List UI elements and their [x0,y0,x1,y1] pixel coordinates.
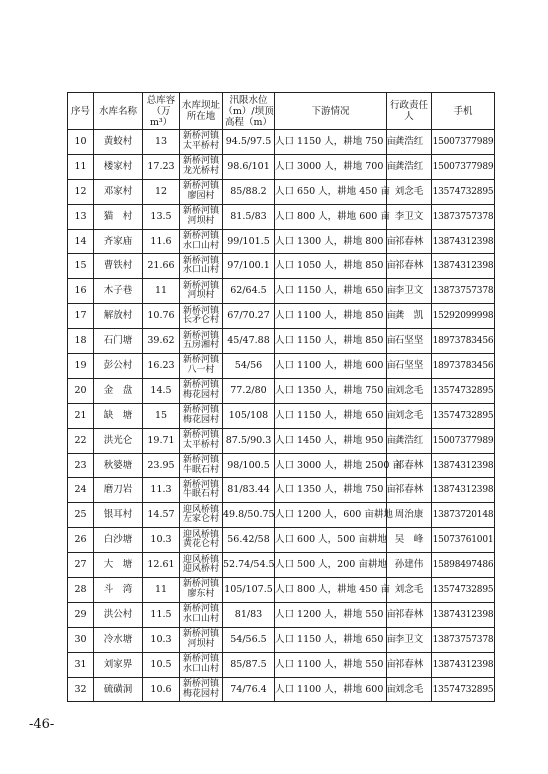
cell-manager: 李卫文 [387,627,432,652]
cell-level: 87.5/90.3 [223,428,275,453]
cell-manager: 吴 峰 [387,528,432,553]
cell-capacity: 15 [143,403,180,428]
cell-level: 105/108 [223,403,275,428]
cell-manager: 龚浩红 [387,428,432,453]
cell-level: 54/56 [223,354,275,379]
cell-downstream: 人口 1100 人，耕地 850 亩 [275,304,387,329]
cell-downstream: 人口 1350 人，耕地 750 亩 [275,478,387,503]
cell-manager: 孙建伟 [387,553,432,578]
table-row [68,578,495,603]
cell-downstream: 人口 1350 人，耕地 750 亩 [275,378,387,403]
cell-location: 新桥河镇太平桥村 [180,130,223,155]
cell-capacity: 11.5 [143,602,180,627]
header-downstream: 下游情况 [275,93,387,130]
cell-phone: 13874312398 [432,652,495,677]
cell-location: 新桥河镇长矛仑村 [180,304,223,329]
cell-location: 新桥河镇梅花园村 [180,378,223,403]
cell-index: 29 [68,602,94,627]
cell-phone: 18973783456 [432,329,495,354]
cell-index: 23 [68,453,94,478]
header-phone: 手机 [432,93,495,130]
cell-level: 81/83 [223,602,275,627]
cell-phone: 15073761001 [432,528,495,553]
table-row [68,453,495,478]
header-location: 水库坝址所在地 [180,93,223,130]
cell-index: 16 [68,279,94,304]
cell-capacity: 12 [143,179,180,204]
cell-level: 97/100.1 [223,254,275,279]
cell-capacity: 14.57 [143,503,180,528]
cell-level: 81.5/83 [223,204,275,229]
cell-name: 硫磺洞 [94,677,143,702]
header-level: 汛限水位（m）/坝顶高程（m） [223,94,274,128]
table-header-row [68,93,495,130]
cell-location: 新桥河镇梅花园村 [180,677,223,702]
cell-index: 21 [68,403,94,428]
cell-manager: 祁春林 [387,652,432,677]
cell-index: 26 [68,528,94,553]
cell-downstream: 人口 1050 人，耕地 850 亩 [275,254,387,279]
cell-level: 54/56.5 [223,627,275,652]
cell-index: 22 [68,428,94,453]
cell-name: 石门塘 [94,329,143,354]
cell-level: 62/64.5 [223,279,275,304]
cell-name: 斗 湾 [94,578,143,603]
cell-phone: 13874312398 [432,229,495,254]
table-row [68,229,495,254]
cell-location: 新桥河镇八一村 [180,354,223,379]
cell-level: 56.42/58 [223,528,275,553]
cell-location: 新桥河镇牛眠石村 [180,478,223,503]
cell-name: 木子巷 [94,279,143,304]
cell-location: 新桥河镇水口山村 [180,254,223,279]
cell-name: 洪光仑 [94,428,143,453]
cell-phone: 13574732895 [432,578,495,603]
table-row [68,478,495,503]
cell-level: 99/101.5 [223,229,275,254]
cell-phone: 15898497486 [432,553,495,578]
cell-phone: 13574732895 [432,677,495,702]
cell-downstream: 人口 1100 人，耕地 550 亩 [275,652,387,677]
table-row [68,553,495,578]
cell-location: 新桥河镇五房湘村 [180,329,223,354]
cell-name: 解放村 [94,304,143,329]
cell-location: 迎风桥镇迎风桥村 [180,553,223,578]
cell-index: 17 [68,304,94,329]
cell-index: 28 [68,578,94,603]
cell-capacity: 17.23 [143,154,180,179]
cell-location: 新桥河镇太平桥村 [180,428,223,453]
cell-name: 磨刀岩 [94,478,143,503]
cell-name: 齐家庙 [94,229,143,254]
cell-location: 新桥河镇廖园村 [180,179,223,204]
cell-capacity: 11.6 [143,229,180,254]
cell-capacity: 10.76 [143,304,180,329]
cell-index: 10 [68,130,94,155]
table-row [68,428,495,453]
cell-phone: 15292099998 [432,304,495,329]
cell-level: 45/47.88 [223,329,275,354]
cell-name: 秋婆塘 [94,453,143,478]
table-row [68,130,495,155]
cell-level: 77.2/80 [223,378,275,403]
cell-manager: 刘念毛 [387,403,432,428]
cell-index: 12 [68,179,94,204]
cell-capacity: 12.61 [143,553,180,578]
cell-index: 24 [68,478,94,503]
cell-downstream: 人口 1450 人，耕地 950 亩 [275,428,387,453]
cell-name: 彭公村 [94,354,143,379]
cell-level: 105/107.5 [223,578,275,603]
cell-location: 迎风桥镇左家仑村 [180,503,223,528]
cell-capacity: 23.95 [143,453,180,478]
cell-phone: 13574732895 [432,179,495,204]
cell-name: 洪公村 [94,602,143,627]
table-row [68,154,495,179]
cell-downstream: 人口 1150 人，耕地 650 亩 [275,403,387,428]
cell-downstream: 人口 1100 人，耕地 600 亩 [275,354,387,379]
cell-name: 大 塘 [94,553,143,578]
cell-downstream: 人口 1200 人，耕地 550 亩 [275,602,387,627]
cell-phone: 15007377989 [432,154,495,179]
cell-level: 94.5/97.5 [223,130,275,155]
cell-manager: 刘念毛 [387,378,432,403]
table-body [68,130,495,702]
cell-name: 邓家村 [94,179,143,204]
cell-location: 新桥河镇水口山村 [180,602,223,627]
cell-phone: 15007377989 [432,130,495,155]
cell-index: 13 [68,204,94,229]
cell-capacity: 13 [143,130,180,155]
cell-manager: 刘念毛 [387,578,432,603]
cell-downstream: 人口 1150 人，耕地 650 亩 [275,627,387,652]
cell-downstream: 人口 600 人，500 亩耕地 [275,528,387,553]
cell-location: 新桥河镇河坝村 [180,627,223,652]
cell-phone: 13873757378 [432,627,495,652]
cell-level: 98/100.5 [223,453,275,478]
table-row [68,329,495,354]
cell-downstream: 人口 1150 人，耕地 750 亩 [275,130,387,155]
cell-name: 黄蛟村 [94,130,143,155]
cell-level: 85/87.5 [223,652,275,677]
cell-capacity: 10.6 [143,677,180,702]
cell-phone: 13874312398 [432,254,495,279]
cell-index: 14 [68,229,94,254]
table-row [68,254,495,279]
cell-downstream: 人口 1100 人，耕地 600 亩 [275,677,387,702]
cell-name: 缺 塘 [94,403,143,428]
cell-index: 11 [68,154,94,179]
cell-level: 52.74/54.5 [223,553,275,578]
cell-capacity: 11.3 [143,478,180,503]
cell-manager: 龚浩红 [387,154,432,179]
table-row [68,378,495,403]
cell-capacity: 19.71 [143,428,180,453]
cell-manager: 周治康 [387,503,432,528]
page-number: -46- [29,717,55,732]
cell-phone: 13874312398 [432,602,495,627]
cell-name: 白沙塘 [94,528,143,553]
cell-manager: 刘念毛 [387,179,432,204]
cell-capacity: 14.5 [143,378,180,403]
cell-manager: 石坚坚 [387,329,432,354]
table-row [68,403,495,428]
cell-level: 49.8/50.75 [223,503,275,528]
cell-index: 20 [68,378,94,403]
header-index: 序号 [68,93,94,130]
cell-location: 迎风桥镇黄花仑村 [180,528,223,553]
cell-location: 新桥河镇牛眠石村 [180,453,223,478]
cell-capacity: 16.23 [143,354,180,379]
cell-name: 金 盘 [94,378,143,403]
table-row [68,528,495,553]
cell-downstream: 人口 1150 人，耕地 650 亩 [275,279,387,304]
cell-phone: 15007377989 [432,428,495,453]
cell-name: 冷水塘 [94,627,143,652]
table-row [68,179,495,204]
cell-index: 31 [68,652,94,677]
cell-manager: 石坚坚 [387,354,432,379]
table-row [68,677,495,702]
cell-phone: 13874312398 [432,478,495,503]
table-row [68,304,495,329]
cell-manager: 龚 凯 [387,304,432,329]
cell-name: 猫 村 [94,204,143,229]
cell-index: 27 [68,553,94,578]
cell-level: 85/88.2 [223,179,275,204]
cell-index: 25 [68,503,94,528]
cell-phone: 13574732895 [432,378,495,403]
cell-phone: 18973783456 [432,354,495,379]
cell-manager: 祁春林 [387,229,432,254]
cell-level: 98.6/101 [223,154,275,179]
cell-manager: 李卫文 [387,279,432,304]
cell-downstream: 人口 1150 人，耕地 850 亩 [275,329,387,354]
cell-location: 新桥河镇水口山村 [180,652,223,677]
cell-downstream: 人口 1300 人，耕地 800 亩 [275,229,387,254]
cell-location: 新桥河镇河坝村 [180,204,223,229]
cell-capacity: 10.3 [143,627,180,652]
cell-location: 新桥河镇廖东村 [180,578,223,603]
cell-index: 30 [68,627,94,652]
cell-manager: 祁春林 [387,453,432,478]
cell-capacity: 11 [143,578,180,603]
cell-phone: 13873720148 [432,503,495,528]
cell-name: 刘家界 [94,652,143,677]
cell-name: 楼家村 [94,154,143,179]
cell-phone: 13873757378 [432,279,495,304]
cell-downstream: 人口 1200 人，600 亩耕地 [275,503,387,528]
cell-downstream: 人口 3000 人，耕地 2500 亩 [275,453,387,478]
cell-capacity: 21.66 [143,254,180,279]
cell-location: 新桥河镇河坝村 [180,279,223,304]
cell-location: 新桥河镇梅花园村 [180,403,223,428]
cell-index: 19 [68,354,94,379]
cell-phone: 13874312398 [432,453,495,478]
reservoir-table [67,92,495,702]
cell-index: 32 [68,677,94,702]
cell-capacity: 10.5 [143,652,180,677]
cell-level: 81/83.44 [223,478,275,503]
cell-manager: 祁春林 [387,254,432,279]
cell-capacity: 13.5 [143,204,180,229]
header-capacity: 总库容（万m³） [143,93,180,130]
table-row [68,652,495,677]
table-row [68,204,495,229]
header-name: 水库名称 [94,93,143,130]
cell-downstream: 人口 500 人，200 亩耕地 [275,553,387,578]
cell-downstream: 人口 650 人，耕地 450 亩 [275,179,387,204]
cell-manager: 祁春林 [387,602,432,627]
cell-name: 曹铁村 [94,254,143,279]
cell-downstream: 人口 800 人，耕地 450 亩 [275,578,387,603]
cell-level: 67/70.27 [223,304,275,329]
cell-index: 15 [68,254,94,279]
cell-capacity: 39.62 [143,329,180,354]
cell-capacity: 11 [143,279,180,304]
cell-phone: 13574732895 [432,403,495,428]
cell-level: 74/76.4 [223,677,275,702]
cell-manager: 祁春林 [387,478,432,503]
table-row [68,627,495,652]
cell-location: 新桥河镇龙光桥村 [180,154,223,179]
header-manager: 行政责任人 [387,93,432,130]
cell-location: 新桥河镇水口山村 [180,229,223,254]
table-row [68,279,495,304]
table-row [68,602,495,627]
cell-downstream: 人口 800 人，耕地 600 亩 [275,204,387,229]
cell-phone: 13873757378 [432,204,495,229]
table-row [68,503,495,528]
table-row [68,354,495,379]
cell-manager: 刘念毛 [387,677,432,702]
cell-downstream: 人口 3000 人，耕地 700 亩 [275,154,387,179]
cell-manager: 龚浩红 [387,130,432,155]
cell-name: 银耳村 [94,503,143,528]
cell-index: 18 [68,329,94,354]
cell-capacity: 10.3 [143,528,180,553]
cell-manager: 李卫文 [387,204,432,229]
